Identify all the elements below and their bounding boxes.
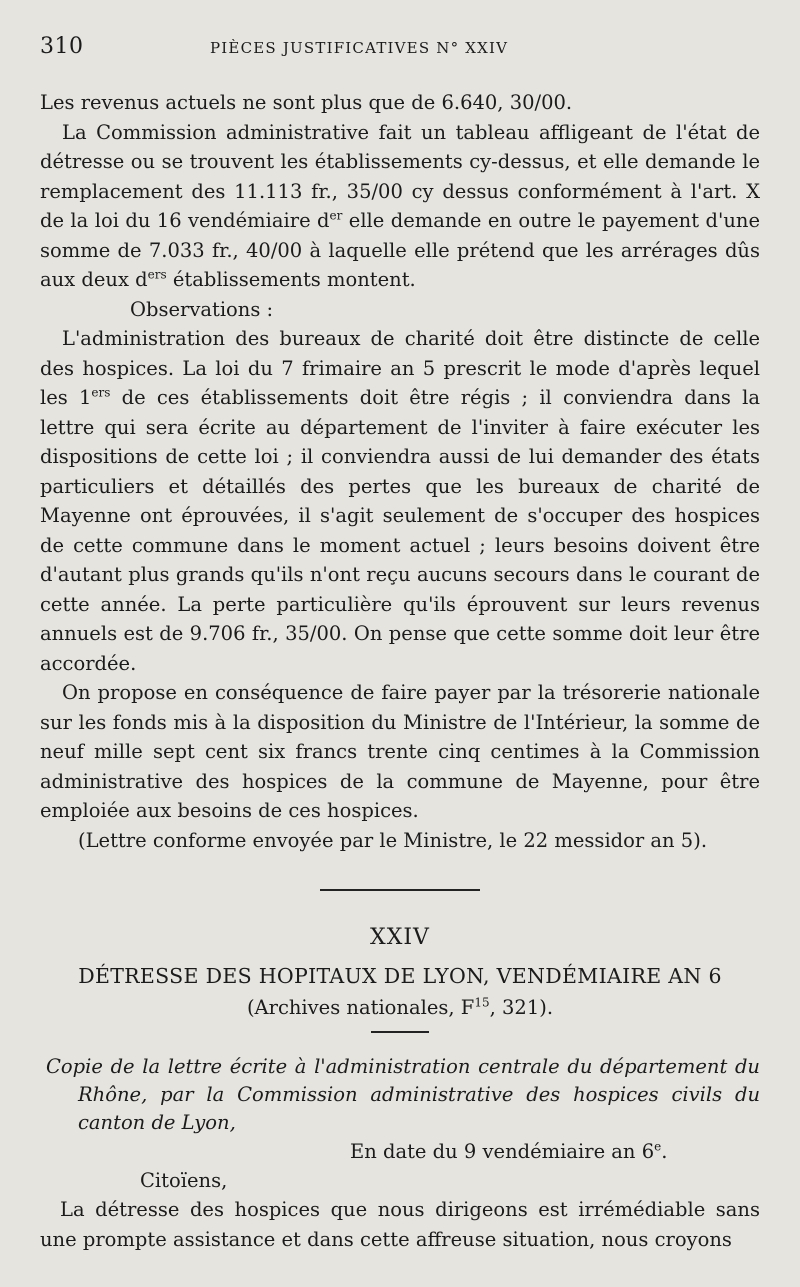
section-title: DÉTRESSE DES HOPITAUX DE LYON, VENDÉMIAIRE AN 6 bbox=[78, 964, 722, 988]
paragraph-lettre-conforme: (Lettre conforme envoyée par le Ministre, le 22 messidor an 5). bbox=[78, 828, 708, 852]
section-number: XXIV bbox=[370, 925, 430, 950]
body-text bbox=[40, 88, 760, 855]
date-line: En date du 9 vendémiaire an 6e. bbox=[350, 1139, 668, 1163]
superscript: ers bbox=[147, 267, 167, 282]
short-divider bbox=[371, 1031, 429, 1033]
section-source: (Archives nationales, $F^{15}$, 321). bbox=[246, 995, 554, 1019]
superscript: er bbox=[329, 208, 343, 223]
observations-heading: Observations : bbox=[130, 297, 274, 321]
superscript: 15 bbox=[474, 995, 490, 1010]
page-number: 310 bbox=[40, 34, 84, 59]
paragraph-proposition: On propose en conséquence de faire payer par la trésorerie nationale sur les fonds mis à la disposition du Ministre de l'Intérieur, la somme de neuf mille sept cent six francs trente cinq centimes à la Commission administrative des hospices de la commune de Mayenne, pour être emploiée aux besoins de ces hospices. bbox=[40, 681, 760, 822]
paragraph-revenus: Les revenus actuels ne sont plus que de 6.640, 30/00. bbox=[40, 91, 573, 114]
page-header bbox=[40, 34, 760, 74]
superscript: e bbox=[654, 1139, 662, 1154]
paragraph-commission: La Commission administrative fait un tableau affligeant de l'état de détresse ou se trouvent les établissements cy-dessus, et elle demande le remplacement des 11.113 fr., 35/00 cy dessus conformément à l'art. X de la loi du 16 vendémiaire $d^{er}$ elle demande en outre le payement d'une somme de 7.033 fr., 40/00 à laquelle elle prétend que les arrérages dûs aux deux $d^{ers}$ établissements montent. bbox=[40, 120, 760, 291]
salutation: Citoïens, bbox=[140, 1169, 228, 1192]
copy-note: Copie de la lettre écrite à l'administration centrale du département du Rhône, par la Commission administrative des hospices civils du canton de Lyon, bbox=[46, 1055, 760, 1134]
running-head: PIÈCES JUSTIFICATIVES N° XXIV bbox=[210, 39, 509, 57]
paragraph-administration: L'administration des bureaux de charité doit être distincte de celle des hospices. La loi du 7 frimaire an 5 prescrit le mode d'après lequel les 1ers de ces établissements doit être régis ; il conviendra dans la lettre qui sera écrite au département de l'inviter à faire exécuter les dispositions de cette loi ; il conviendra aussi de lui demander des états particuliers et détaillés des pertes que les bureaux de charité de Mayenne ont éprouvées, il s'agit seulement de s'occuper des hospices de cette commune dans le moment actuel ; leurs besoins doivent être d'autant plus grands qu'ils n'ont reçu aucuns secours dans le courant de cette année. La perte particulière qu'ils éprouvent sur leurs revenus annuels est de 9.706 fr., 35/00. On pense que cette somme doit leur être accordée. bbox=[40, 327, 761, 675]
section-divider bbox=[320, 889, 480, 891]
superscript: ers bbox=[91, 385, 111, 400]
letter-text: La détresse des hospices que nous dirigeons est irrémédiable sans une prompte assistance et dans cette affreuse situation, nous croyons bbox=[40, 1198, 760, 1251]
